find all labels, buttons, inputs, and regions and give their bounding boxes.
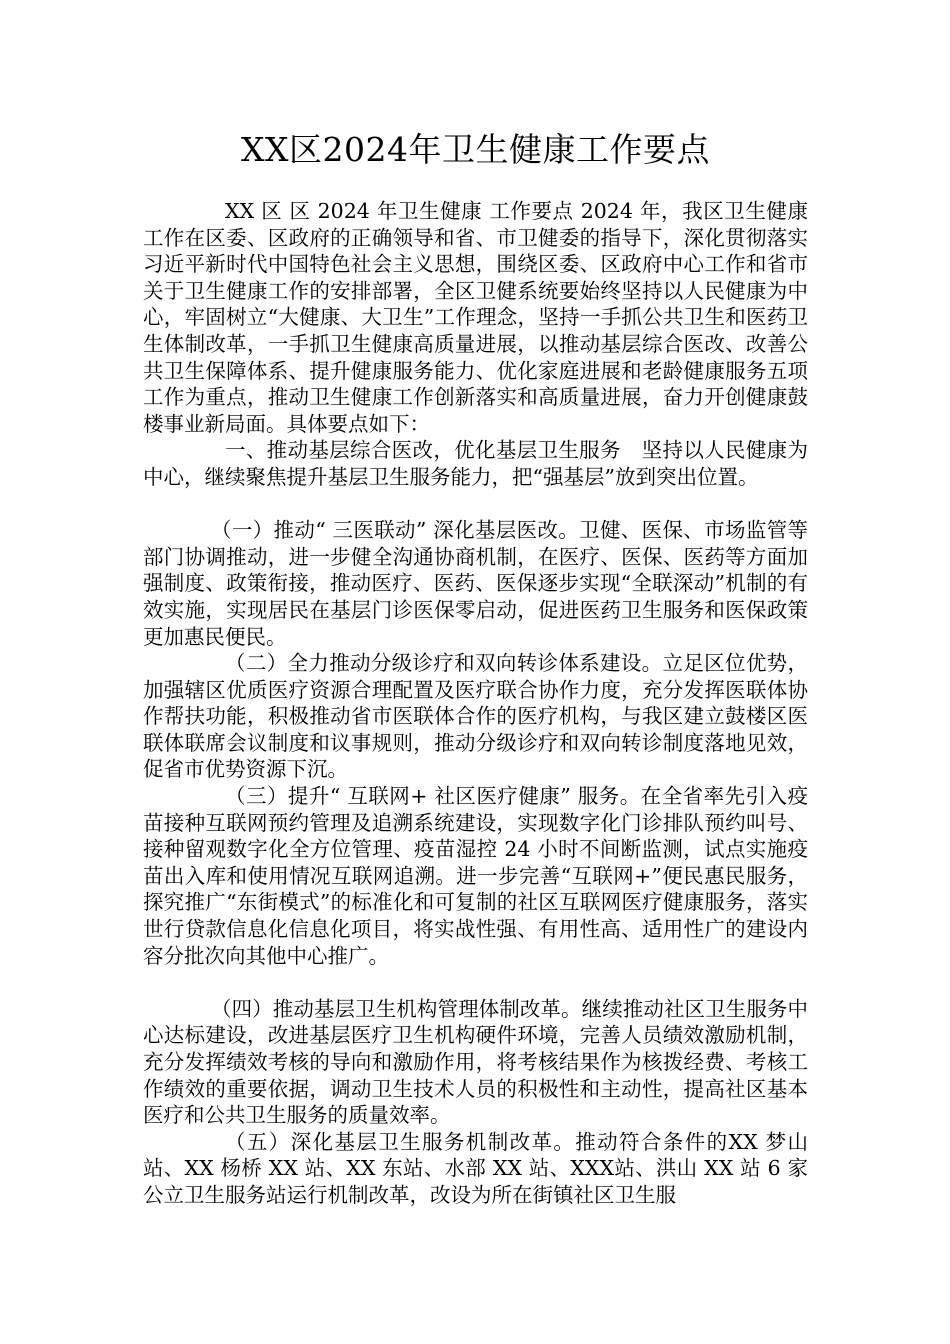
paragraph-item-5: （五）深化基层卫生服务机制改革。推动符合条件的XX 梦山站、XX 杨桥 XX 站、XX 东站、水部 XX 站、XXX站、洪山 XX 站 6 家公立卫生服务站运行机制改革，改设为所在街镇社区卫生服 <box>143 1129 808 1207</box>
paragraph-gap <box>143 491 808 518</box>
paragraph-section-1: 一、推动基层综合医改，优化基层卫生服务 坚持以人民健康为中心，继续聚焦提升基层卫生服务能力，把“强基层”放到突出位置。 <box>143 438 808 489</box>
document-title: XX区2024年卫生健康工作要点 <box>241 130 710 169</box>
document-body <box>143 198 808 1209</box>
paragraph-gap <box>143 969 808 996</box>
paragraph-item-4: （四）推动基层卫生机构管理体制改革。继续推动社区卫生服务中心达标建设，改进基层医疗卫生机构硬件环境，完善人员绩效激励机制，充分发挥绩效考核的导向和激励作用，将考核结果作为核拨经费、考核工作绩效的重要依据，调动卫生技术人员的积极性和主动性，提高社区基本医疗和公共卫生服务的质量效率。 <box>143 996 808 1128</box>
paragraph-item-2: （二）全力推动分级诊疗和双向转诊体系建设。立足区位优势，加强辖区优质医疗资源合理配置及医疗联合协作力度，充分发挥医联体协作帮扶功能，积极推动省市医联体合作的医疗机构，与我区建立鼓楼区医联体联席会议制度和议事规则，推动分级诊疗和双向转诊制度落地见效，促省市优势资源下沉。 <box>143 651 808 782</box>
paragraph-item-3: （三）提升“ 互联网+ 社区医疗健康” 服务。在全省率先引入疫苗接种互联网预约管理及追溯系统建设，实现数字化门诊排队预约叫号、接种留观数字化全方位管理、疫苗湿控 24 小时不间断监测，试点实施疫苗出入库和使用情况互联网追溯。进一步完善“互联网+”便民惠民服务，探究推广“东街模式”的标准化和可复制的社区互联网医疗健康服务，落实世行贷款信息化信息化项目，将实战性强、有用性高、适用性广的建设内容分批次向其他中心推广。 <box>143 784 808 968</box>
paragraph-intro: XX 区 区 2024 年卫生健康 工作要点 2024 年，我区卫生健康工作在区委、区政府的正确领导和省、市卫健委的指导下，深化贯彻落实习近平新时代中国特色社会主义思想，围绕区委、区政府中心工作和省市关于卫生健康工作的安排部署，全区卫健系统要始终坚持以人民健康为中心，牢固树立“大健康、大卫生”工作理念，坚持一手抓公共卫生和医药卫生体制改革，一手抓卫生健康高质量进展，以推动基层综合医改、改善公共卫生保障体系、提升健康服务能力、优化家庭进展和老龄健康服务五项工作为重点，推动卫生健康工作创新落实和高质量进展，奋力开创健康鼓楼事业新局面。具体要点如下： <box>143 199 808 436</box>
paragraph-item-1: （一）推动“ 三医联动” 深化基层医改。卫健、医保、市场监管等部门协调推动，进一步健全沟通协商机制，在医疗、医保、医药等方面加强制度、政策衔接，推动医疗、医药、医保逐步实现“全联深动”机制的有效实施，实现居民在基层门诊医保零启动，促进医药卫生服务和医保政策更加惠民便民。 <box>143 518 808 649</box>
